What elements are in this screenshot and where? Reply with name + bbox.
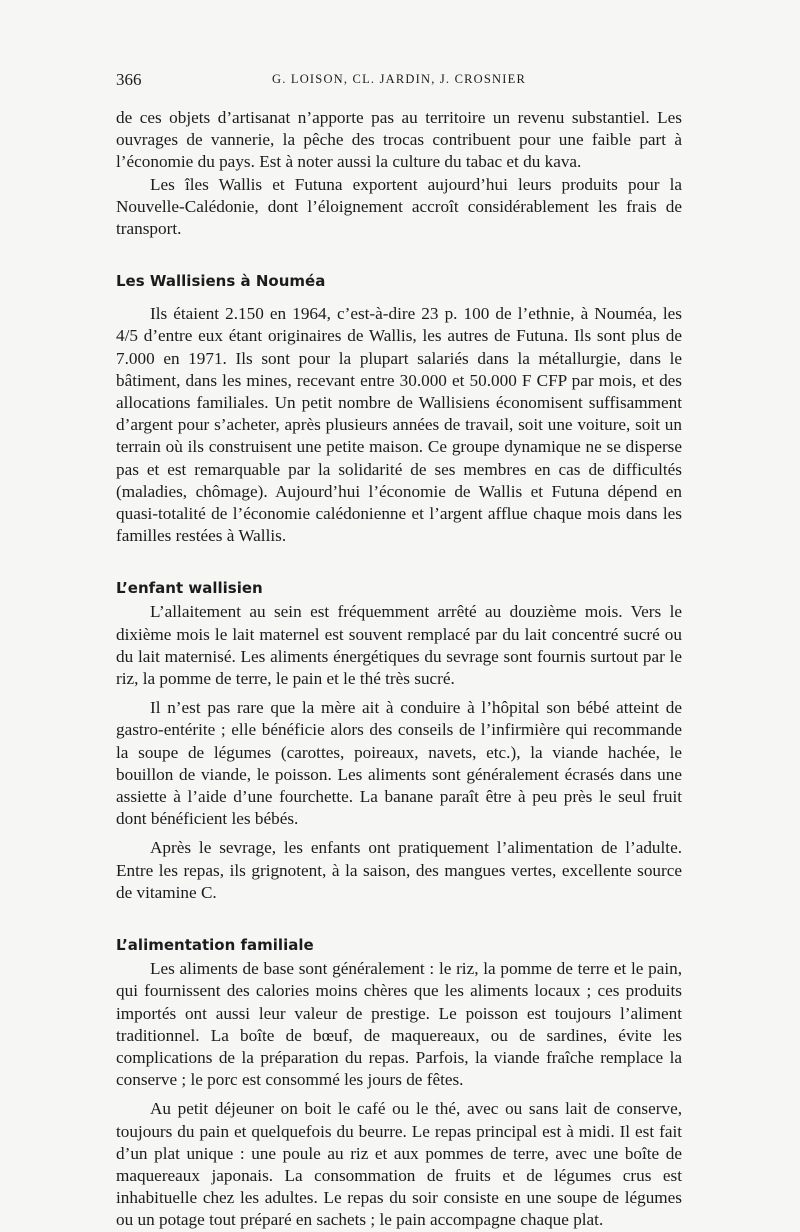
paragraph: Au petit déjeuner on boit le café ou le thé, avec ou sans lait de conserve, toujours du pain et quelquefois du beurre. Le repas principal est à midi. Il est fait d’un plat unique : une poule au riz et aux pommes de terre, avec une boîte de maquereaux japonais. La consommation de fruits et de légumes crus est inhabituelle chez les adultes. Le repas du soir consiste en une soupe de légumes ou un potage tout préparé en sachets ; le pain accompagne chaque plat. <box>116 1099 682 1230</box>
section-heading: Les Wallisiens à Nouméa <box>116 272 326 291</box>
paragraph: L’allaitement au sein est fréquemment arrêté au douzième mois. Vers le dixième mois le lait maternel est souvent remplacé par du lait concentré sucré ou du lait maternisé. Les aliments énergétiques du sevrage sont fournis surtout par le riz, la pomme de terre, le pain et le thé très sucré. <box>116 602 682 689</box>
paragraph: Les îles Wallis et Futuna exportent aujourd’hui leurs produits pour la Nouvelle-Calédonie, dont l’éloignement accroît considérablement les frais de transport. <box>116 174 682 239</box>
section-heading: L’alimentation familiale <box>116 936 314 955</box>
page-number: 366 <box>116 70 142 89</box>
page-header <box>116 70 682 92</box>
paragraph: Les aliments de base sont généralement : le riz, la pomme de terre et le pain, qui fournissent des calories moins chères que les aliments locaux ; ces produits importés ont aussi leur valeur de prestige. Le poisson est toujours l’aliment traditionnel. La boîte de bœuf, de maquereaux, ou de sardines, évite les complications de la préparation du repas. Parfois, la viande fraîche remplace la conserve ; le porc est consommé les jours de fêtes. <box>116 959 682 1090</box>
paragraph: Ils étaient 2.150 en 1964, c’est-à-dire 23 p. 100 de l’ethnie, à Nouméa, les 4/5 d’entre eux étant originaires de Wallis, les autres de Futuna. Ils sont plus de 7.000 en 1971. Ils sont pour la plupart salariés dans la métallurgie, dans le bâtiment, dans les mines, recevant entre 30.000 et 50.000 F CFP par mois, et des allocations familiales. Un petit nombre de Wallisiens économisent suffisamment d’argent pour s’acheter, après plusieurs années de travail, soit une voiture, soit un terrain où ils construisent une petite maison. Ce groupe dynamique ne se disperse pas et est remarquable par la solidarité de ses membres en cas de difficultés (maladies, chômage). Aujourd’hui l’économie de Wallis et Futuna dépend en quasi-totalité de l’économie calédonienne et l’argent afflue chaque mois dans les familles restées à Wallis. <box>116 304 682 546</box>
page-body <box>116 107 682 1232</box>
paragraph: de ces objets d’artisanat n’apporte pas au territoire un revenu substantiel. Les ouvrages de vannerie, la pêche des trocas contribuent pour une faible part à l’économie du pays. Est à noter aussi la culture du tabac et du kava. <box>116 108 682 172</box>
paragraph: Il n’est pas rare que la mère ait à conduire à l’hôpital son bébé atteint de gastro-entérite ; elle bénéficie alors des conseils de l’infirmière qui recommande la soupe de légumes (carottes, poireaux, navets, etc.), la viande hachée, le bouillon de viande, le poisson. Les aliments sont généralement écrasés dans une assiette à l’aide d’une fourchette. La banane paraît être à peu près le seul fruit dont bénéficient les bébés. <box>116 698 682 829</box>
section-heading: L’enfant wallisien <box>116 579 263 598</box>
running-head: G. LOISON, CL. JARDIN, J. CROSNIER <box>271 72 526 86</box>
paragraph: Après le sevrage, les enfants ont pratiquement l’alimentation de l’adulte. Entre les repas, ils grignotent, à la saison, des mangues vertes, excellente source de vitamine C. <box>116 838 682 902</box>
